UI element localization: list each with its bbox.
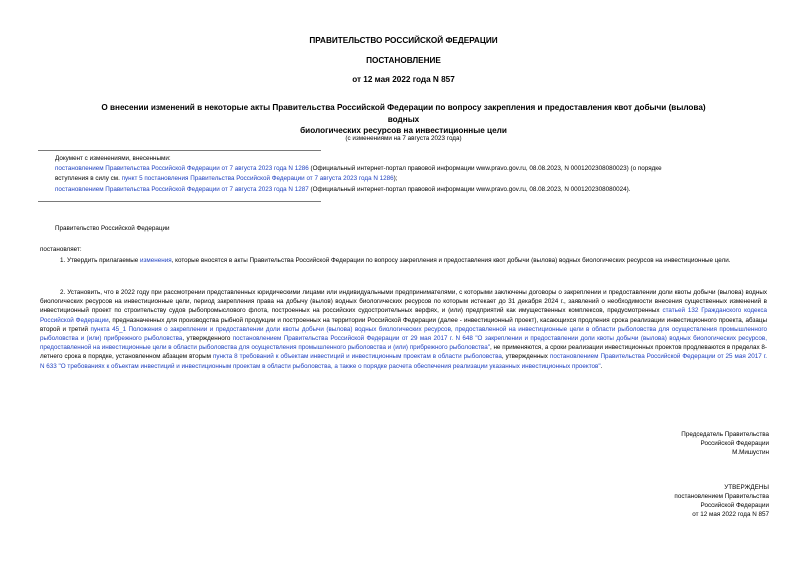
change-item-2 <box>55 185 631 194</box>
p2-text-f: . <box>600 362 603 370</box>
change-item-1-cont-end: ); <box>393 175 398 182</box>
signature-block <box>681 430 769 457</box>
change-link-1286-p5[interactable]: пункт 5 постановления Правительства Российской Федерации от 7 августа 2023 года N 1286 <box>121 175 394 182</box>
signature-line-3: М.Мишустин <box>732 449 769 456</box>
approved-line-4: от 12 мая 2022 года N 857 <box>692 511 769 518</box>
changes-intro: Документ с изменениями, внесенными: <box>55 155 171 162</box>
signature-line-2: Российской Федерации <box>700 440 769 447</box>
org-heading: ПРАВИТЕЛЬСТВО РОССИЙСКОЙ ФЕДЕРАЦИИ <box>309 36 498 45</box>
approved-line-3: Российской Федерации <box>700 502 769 509</box>
change-link-1287[interactable]: постановлением Правительства Российской Федерации от 7 августа 2023 года N 1287 <box>55 186 309 193</box>
p2-requirements-link[interactable]: пункта 8 требований к объектам инвестиций и инвестиционным проектам в области рыболовства <box>212 353 502 361</box>
approved-line-2: постановлением Правительства <box>674 493 769 500</box>
p2-regulation-link[interactable]: пункта 45_1 Положения о закреплении и предоставлении доли квоты добычи (вылова) водных биологических ресурсов, предоставленной на инвестиционные цели в области рыболовства для осуществления промышленного рыболовства и (или) прибрежного рыболовства <box>40 325 767 343</box>
p2-text-b: , предназначенных для производства рыбной продукции и построенных на территории Российской Федерации (далее - инвестиционный проект), касающихся продления срока реализации инвестиционного проекта, абзацы второй и третий <box>40 316 767 333</box>
p2-decree-633-link[interactable]: постановлением Правительства Российской Федерации от 25 мая 2017 г. N 633 "О требованиях к объектам инвестиций и инвестиционным проектам в области рыболовства, а также о порядке расчета обеспечения реализации указанных инвестиционных проектов" <box>40 353 767 370</box>
title-line-2: биологических ресурсов на инвестиционные цели <box>300 126 507 135</box>
signature-line-1: Председатель Правительства <box>681 431 769 438</box>
p2-decree-648-link[interactable]: постановлением Правительства Российской Федерации от 29 мая 2017 г. N 648 "О закреплении и предоставлении доли квоты добычи (вылова) водных биологических ресурсов, предоставленной на инвестиционные цели в области рыболовства для осуществления промышленного рыболовства и (или) прибрежного рыболовства" <box>40 335 767 352</box>
p2-civil-code-link[interactable]: статьей 132 Гражданского кодекса Российской Федерации <box>40 307 767 324</box>
issuing-government: Правительство Российской Федерации <box>55 225 170 232</box>
change-item-1-text: (Официальный интернет-портал правовой информации www.pravo.gov.ru, 08.08.2023, N 0001202308080023) (о порядке <box>308 165 662 172</box>
change-item-1-cont <box>55 174 398 183</box>
paragraph-2 <box>40 288 767 371</box>
paragraph-1 <box>40 256 767 265</box>
decrees-word: постановляет: <box>40 246 82 253</box>
p2-text-a: 2. Установить, что в 2022 году при рассмотрении представленных юридическими лицами или индивидуальными предпринимателями, с которыми заключены договоры о закреплении и предоставлении доли квоты добычи (вылова) водных биологических ресурсов на инвестиционные цели, период закрепления права на добычу (вылов) водных биологических ресурсов по которым истекает до 31 декабря 2024 г., заявлений о необходимости внесения существенных изменений в инвестиционный проект по строительству судов рыбопромыслового флота, построенных на российских судостроительных верфях, и (или) предприятий как имущественных комплексов, предусмотренных <box>40 289 767 315</box>
p2-text-c: , утвержденного <box>182 335 233 343</box>
approved-block <box>674 483 769 519</box>
p2-text-e: , утвержденных <box>501 353 550 361</box>
p1-changes-link[interactable]: изменения <box>140 257 172 264</box>
change-item-1-cont-text: вступления в силу см. <box>55 175 122 182</box>
p1-text-a: 1. Утвердить прилагаемые <box>60 257 140 264</box>
change-link-1286[interactable]: постановлением Правительства Российской Федерации от 7 августа 2023 года N 1286 <box>55 165 309 172</box>
revision-note: (с изменениями на 7 августа 2023 года) <box>345 135 462 142</box>
doc-type-heading: ПОСТАНОВЛЕНИЕ <box>366 56 441 65</box>
change-item-1 <box>55 164 662 173</box>
divider-bottom <box>38 201 321 202</box>
date-number-heading: от 12 мая 2022 года N 857 <box>352 75 455 84</box>
document-title <box>90 102 717 137</box>
p1-text-b: , которые вносятся в акты Правительства Российской Федерации по вопросу закрепления и предоставления квот добычи (вылова) водных биологических ресурсов на инвестиционные цели. <box>171 257 731 264</box>
approved-line-1: УТВЕРЖДЕНЫ <box>724 484 769 491</box>
change-item-2-text: (Официальный интернет-портал правовой информации www.pravo.gov.ru, 08.08.2023, N 0001202308080024). <box>308 186 631 193</box>
p2-text-d: , не применяются, а сроки реализации инвестиционных проектов продлеваются в пределах 8-летнего срока в порядке, установленном абзацем вторым <box>40 344 767 361</box>
divider-top <box>38 150 321 151</box>
title-line-1: О внесении изменений в некоторые акты Правительства Российской Федерации по вопросу закрепления и предоставления квот добычи (вылова) водных <box>101 103 706 124</box>
